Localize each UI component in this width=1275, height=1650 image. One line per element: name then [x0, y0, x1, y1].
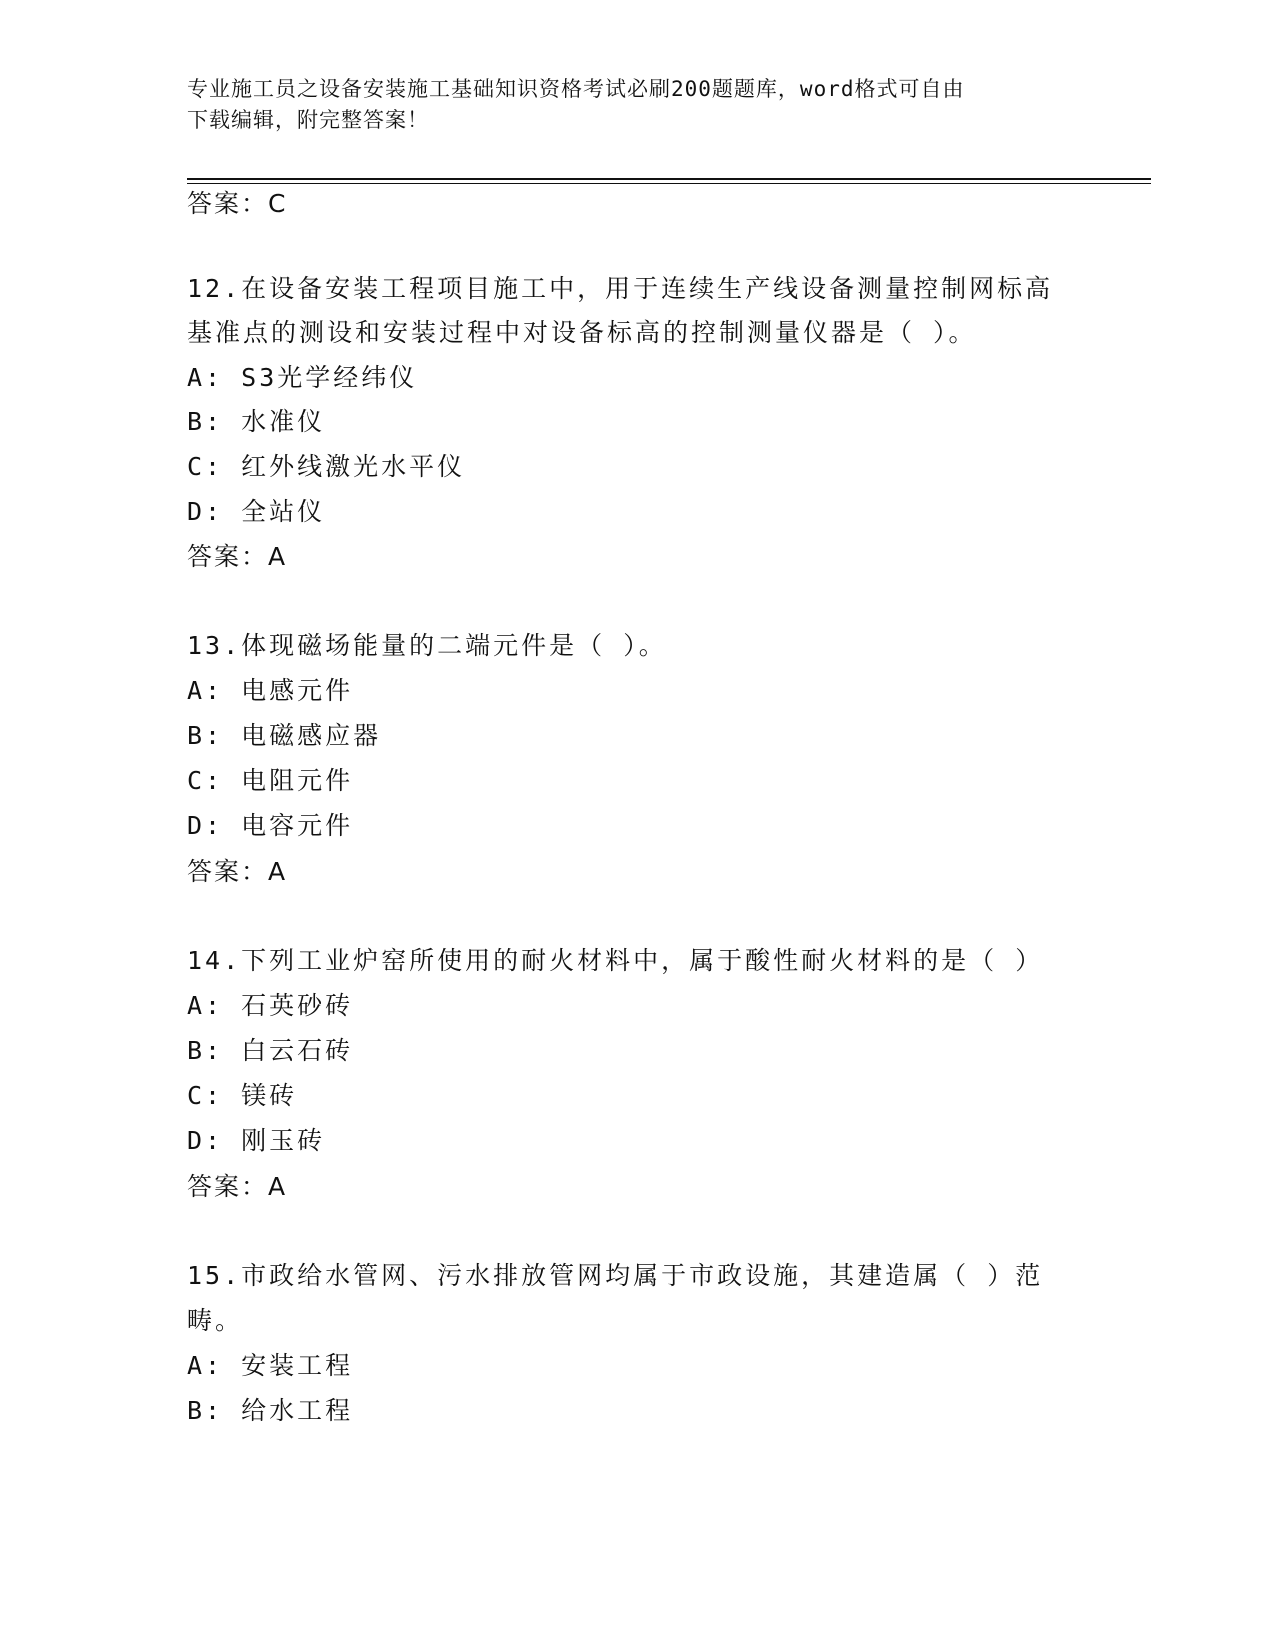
- document-header: [187, 74, 1067, 136]
- previous-answer: 答案：C: [187, 189, 288, 218]
- question-13-option-c: C: 电阻元件: [187, 766, 354, 795]
- question-14-option-d: D: 刚玉砖: [187, 1126, 326, 1155]
- question-15-option-a: A: 安装工程: [187, 1351, 354, 1380]
- question-14-option-c: C: 镁砖: [187, 1081, 298, 1110]
- question-13-answer: 答案：A: [187, 857, 288, 886]
- question-15-stem-line-1: 15.市政给水管网、污水排放管网均属于市政设施，其建造属（ ）范: [187, 1261, 1044, 1290]
- header-line-2: 下载编辑，附完整答案！: [187, 108, 429, 132]
- question-12-stem-line-2: 基准点的测设和安装过程中对设备标高的控制测量仪器是（ ）。: [187, 318, 977, 347]
- header-divider-thin: [187, 183, 1151, 184]
- question-14-answer: 答案：A: [187, 1172, 288, 1201]
- question-12-option-c: C: 红外线激光水平仪: [187, 452, 466, 481]
- question-12-answer: 答案：A: [187, 542, 288, 571]
- question-13-option-d: D: 电容元件: [187, 811, 354, 840]
- question-14-option-b: B: 白云石砖: [187, 1036, 354, 1065]
- header-line-1: 专业施工员之设备安装施工基础知识资格考试必刷200题题库，word格式可自由: [187, 77, 965, 101]
- question-15-option-b: B: 给水工程: [187, 1396, 354, 1425]
- question-12-option-a: A: S3光学经纬仪: [187, 363, 418, 392]
- question-14-option-a: A: 石英砂砖: [187, 991, 354, 1020]
- question-12-option-b: B: 水准仪: [187, 407, 326, 436]
- question-13-option-a: A: 电感元件: [187, 676, 354, 705]
- question-12-option-d: D: 全站仪: [187, 497, 326, 526]
- question-12-stem-line-1: 12.在设备安装工程项目施工中，用于连续生产线设备测量控制网标高: [187, 274, 1054, 303]
- question-13-stem-line-1: 13.体现磁场能量的二端元件是（ ）。: [187, 631, 667, 660]
- question-14-stem-line-1: 14.下列工业炉窑所使用的耐火材料中，属于酸性耐火材料的是（ ）: [187, 946, 1044, 975]
- question-13-option-b: B: 电磁感应器: [187, 721, 382, 750]
- header-divider-thick: [187, 178, 1151, 180]
- question-15-stem-line-2: 畴。: [187, 1306, 244, 1335]
